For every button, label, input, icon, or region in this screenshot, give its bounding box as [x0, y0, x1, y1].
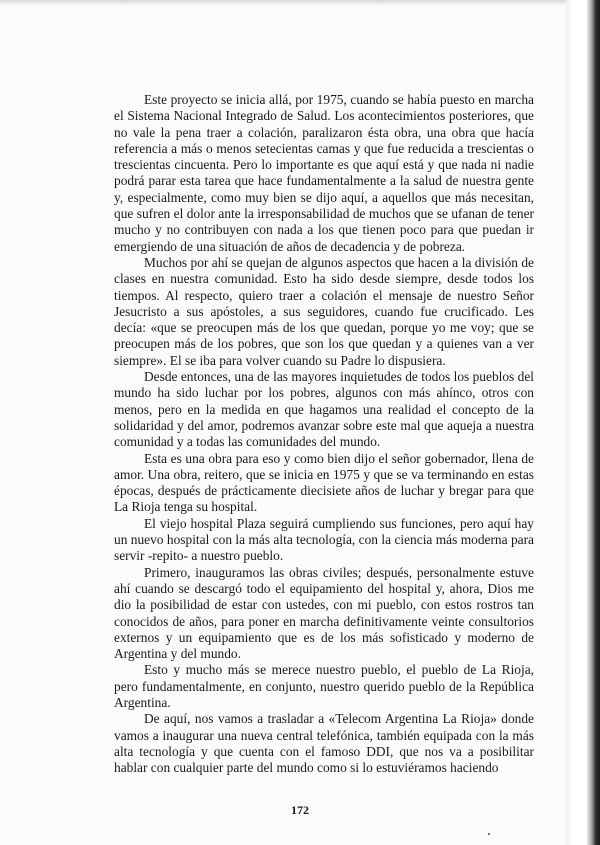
page-number: 172 — [291, 803, 309, 817]
scan-binding-edge — [564, 0, 600, 845]
body-text — [114, 92, 534, 776]
scan-shadow — [0, 0, 600, 6]
paragraph: Esto y mucho más se merece nuestro pueblo, el pueblo de La Rioja, pero fundamentalmente, en conjunto, nuestro querido pueblo de la República Argentina. — [114, 662, 534, 710]
paragraph: Esta es una obra para eso y como bien dijo el señor gobernador, llena de amor. Una obra, reitero, que se inicia en 1975 y que se va terminando en estas épocas, después de prácticamente diecisiete años de luchar y bregar para que La Rioja tenga su hospital. — [114, 450, 534, 515]
paragraph: El viejo hospital Plaza seguirá cumpliendo sus funciones, pero aquí hay un nuevo hospital con la más alta tecnología, con la ciencia más moderna para servir -repito- a nuestro pueblo. — [114, 515, 534, 564]
paragraph: Este proyecto se inicia allá, por 1975, cuando se había puesto en marcha el Sistema Nacional Integrado de Salud. Los acontecimientos posteriores, que no vale la pena traer a colación, paralizaron ésta obra, una obra que hacía referencia a más o menos setecientas camas y que fue reducida a trescientas o trescientas cincuenta. Pero lo importante es que aquí está y que nada ni nadie podrá parar esta tarea que hace fundamentalmente a la salud de nuestra gente y, especialmente, como muy bien se dijo aquí, a aquellos que más necesitan, que sufren el dolor ante la irresponsabilidad de muchos que se ufanan de tener mucho y no contribuyen con nada a los que tienen poco para que puedan ir emergiendo de una situación de años de decadencia y de pobreza. — [114, 92, 534, 254]
paragraph: De aquí, nos vamos a trasladar a «Telecom Argentina La Rioja» donde vamos a inaugurar una nueva central telefónica, también equipada con la más alta tecnología y que cuenta con el famoso DDI, que nos va a posibilitar hablar con cualquier parte del mundo como si lo estuviéramos haciendo — [114, 711, 534, 776]
paragraph: Muchos por ahí se quejan de algunos aspectos que hacen a la división de clases en nuestra comunidad. Esto ha sido desde siempre, desde todos los tiempos. Al respecto, quiero traer a colación el mensaje de nuestro Señor Jesucristo a sus apóstoles, a sus seguidores, cuando fue crucificado. Les decía: «que se preocupen más de los que quedan, porque yo me voy; que se preocupen más de los pobres, que son los que quedan y a quienes van a ver siempre». El se iba para volver cuando su Padre lo dispusiera. — [114, 254, 534, 368]
paragraph: Desde entonces, una de las mayores inquietudes de todos los pueblos del mundo ha sido luchar por los pobres, algunos con más ahínco, otros con menos, pero en la medida en que hagamos una realidad el concepto de la solidaridad y del amor, podremos avanzar sobre este mal que aqueja a nuestra comunidad y a todas las comunidades del mundo. — [114, 369, 534, 450]
scan-speck — [488, 833, 490, 835]
paragraph: Primero, inauguramos las obras civiles; después, personalmente estuve ahí cuando se descargó todo el equipamiento del hospital y, ahora, Dios me dio la posibilidad de estar con ustedes, con mi pueblo, con estos rostros tan conocidos de años, para poner en marcha definitivamente veinte consultorios externos y un equipamiento que es de los más sofisticado y moderno de Argentina y del mundo. — [114, 564, 534, 662]
